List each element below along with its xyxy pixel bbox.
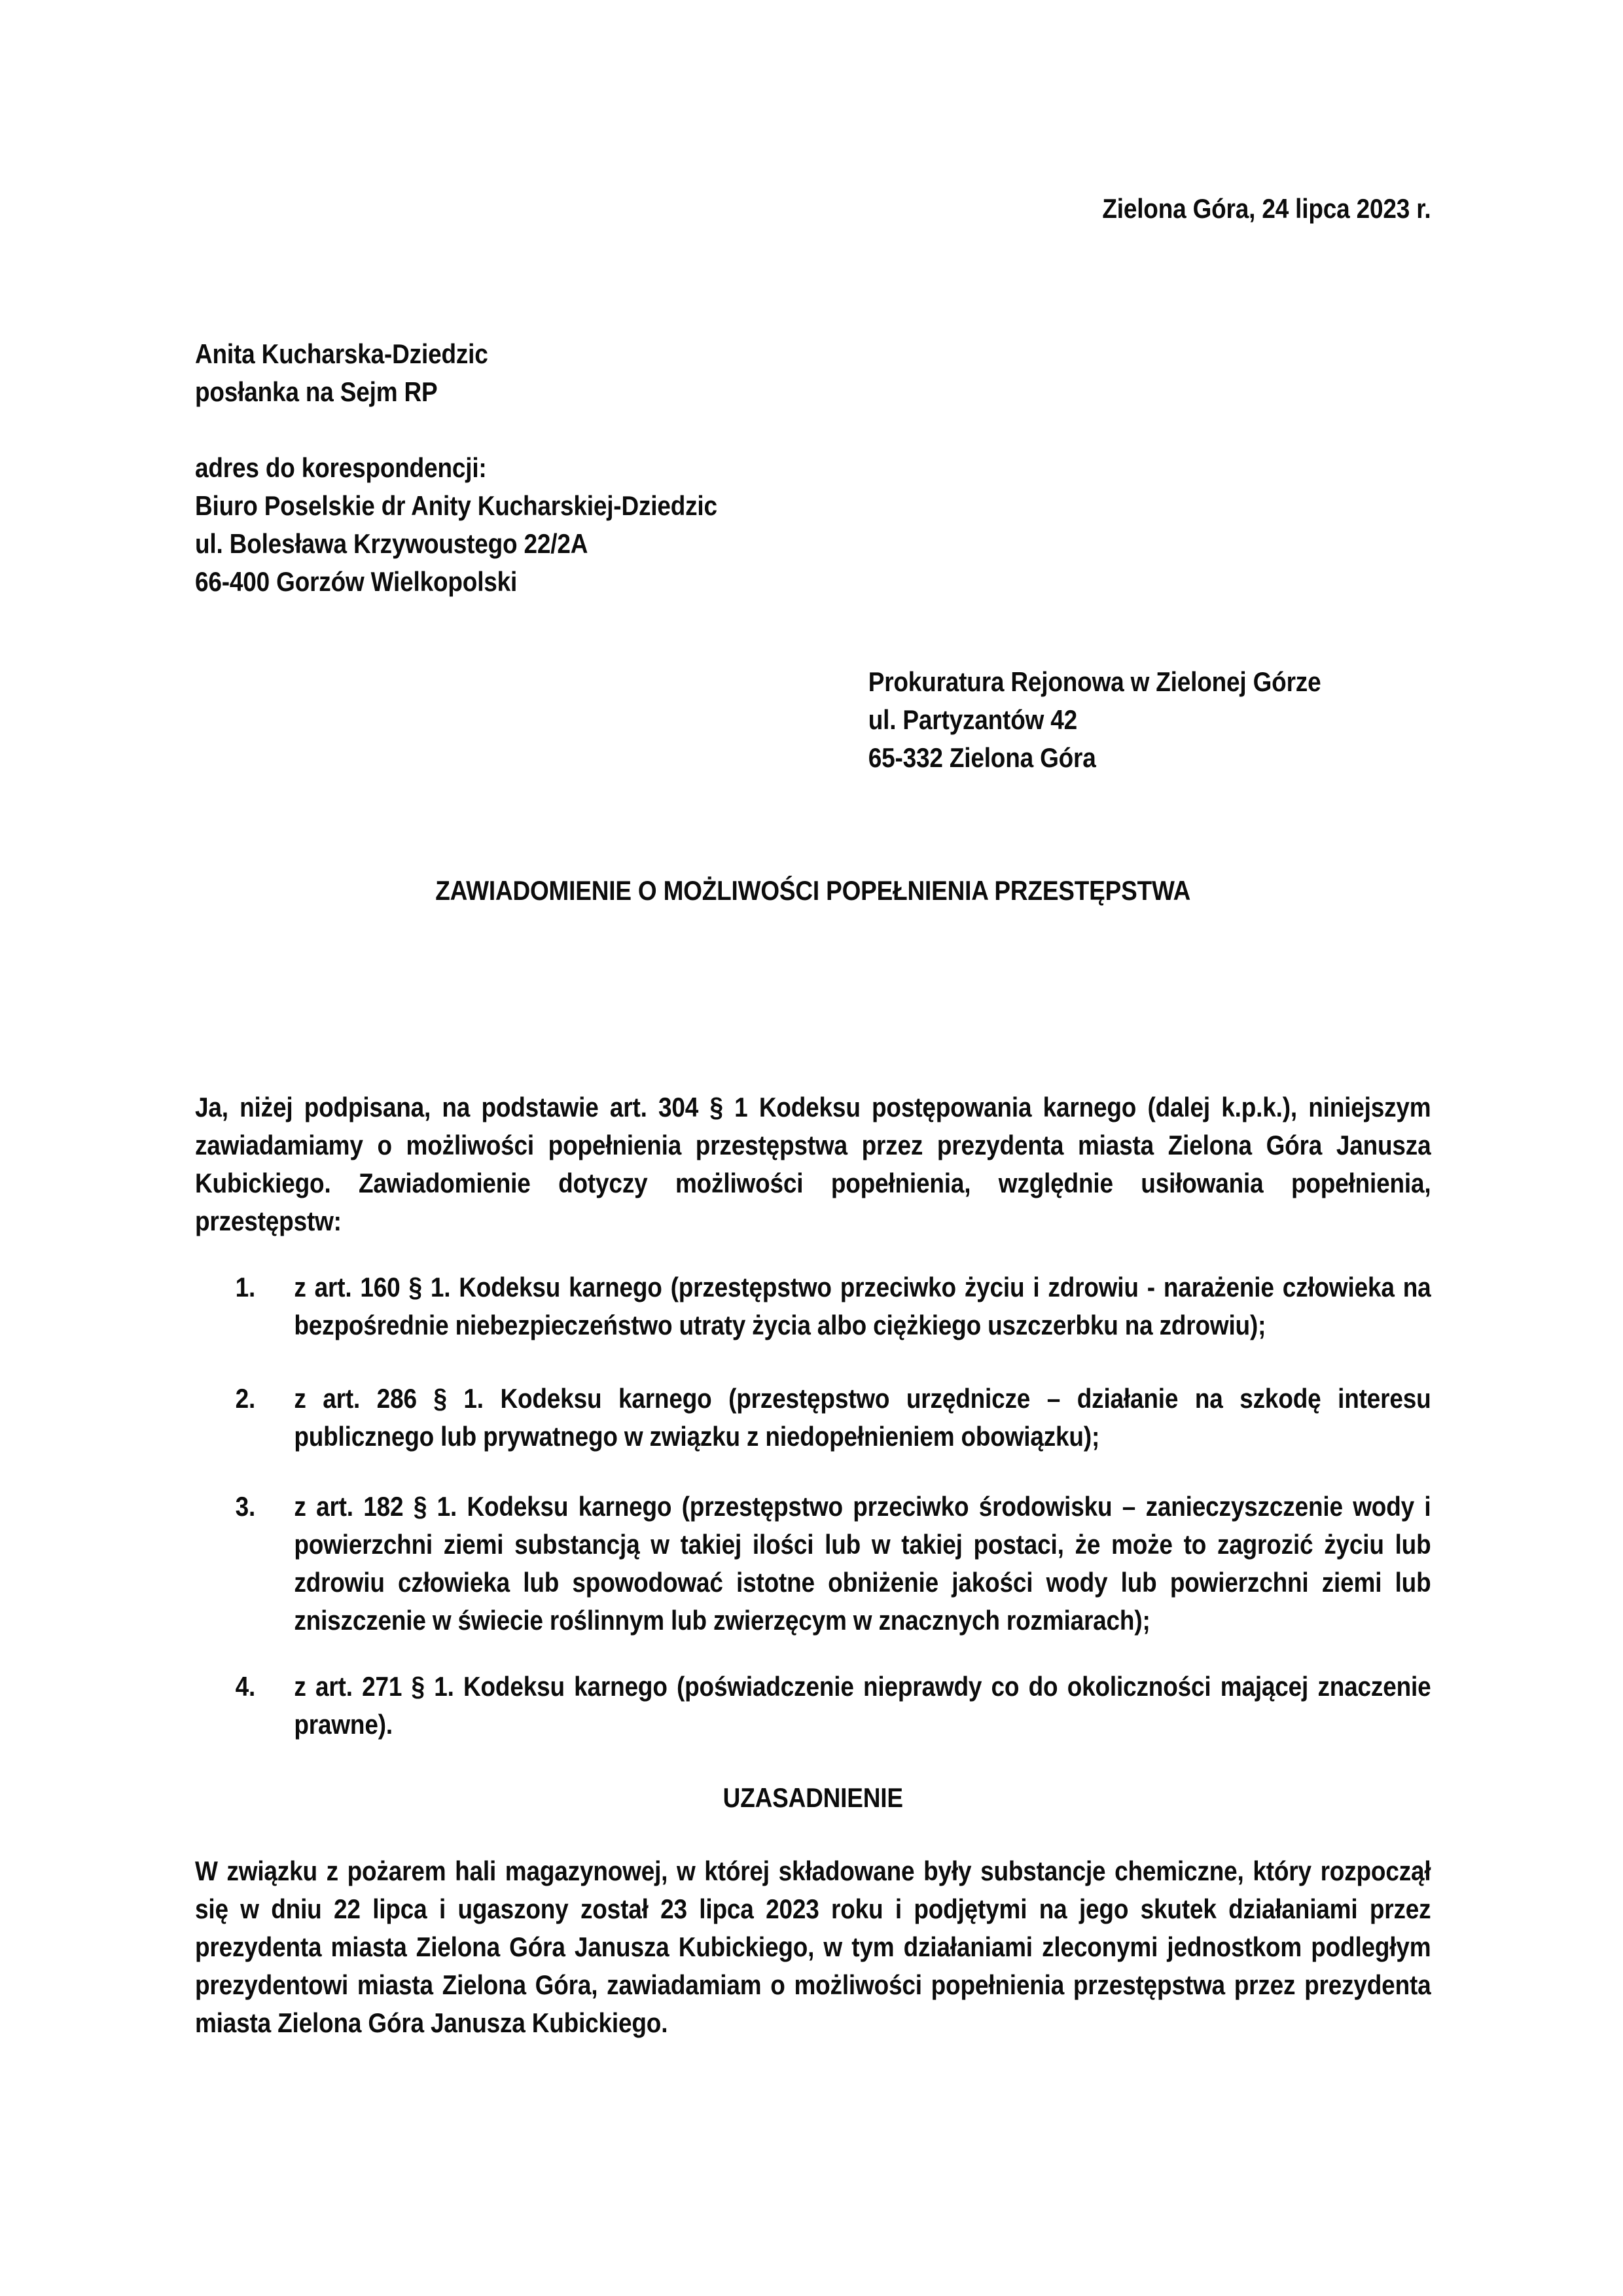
document-title: ZAWIADOMIENIE O MOŻLIWOŚCI POPEŁNIENIA PRZESTĘPSTWA xyxy=(435,875,1191,906)
sender-correspondence-block xyxy=(195,449,1431,601)
intro-paragraph: Ja, niżej podpisana, na podstawie art. 304 § 1 Kodeksu postępowania karnego (dalej k.p.k.), niniejszym zawiadamiamy o możliwości popełnienia przestępstwa przez prezydenta miasta Zielona Góra Janusza Kubickiego. Zawiadomienie dotyczy możliwości popełnienia, względnie usiłowania popełnienia, przestępstw: xyxy=(195,1092,1431,1236)
recipient-block xyxy=(195,663,1431,777)
justification-paragraph: W związku z pożarem hali magazynowej, w której składowane były substancje chemiczne, który rozpoczął się w dniu 22 lipca i ugaszony został 23 lipca 2023 roku i podjętymi na jego skutek działaniami przez prezydenta miasta Zielona Góra Janusza Kubickiego, w tym działaniami zleconymi jednostkom podległym prezydentowi miasta Zielona Góra, zawiadamiam o możliwości popełnienia przestępstwa przez prezydenta miasta Zielona Góra Janusza Kubickiego. xyxy=(195,1856,1431,2038)
offense-number: 2. xyxy=(235,1383,256,1414)
sender-name: Anita Kucharska-Dziedzic xyxy=(195,338,488,369)
letter-content xyxy=(195,0,1431,2042)
offense-item xyxy=(195,1668,1431,1744)
offense-number: 4. xyxy=(235,1671,256,1702)
recipient-name: Prokuratura Rejonowa w Zielonej Górze xyxy=(868,666,1321,697)
offense-item xyxy=(195,1380,1431,1456)
offense-text: z art. 160 § 1. Kodeksu karnego (przestępstwo przeciwko życiu i zdrowiu - narażenie człowieka na bezpośrednie niebezpieczeństwo utraty życia albo ciężkiego uszczerbku na zdrowiu); xyxy=(294,1272,1431,1340)
correspondence-label: adres do korespondencji: xyxy=(195,452,487,483)
offense-text: z art. 182 § 1. Kodeksu karnego (przestępstwo przeciwko środowisku – zanieczyszczenie wody i powierzchni ziemi substancją w takiej ilości lub w takiej postaci, że może to zagrozić życiu lub zdrowiu człowieka lub spowodować istotne obniżenie jakości wody lub powierzchni ziemi lub zniszczenie w świecie roślinnym lub zwierzęcym w znacznych rozmiarach); xyxy=(294,1491,1431,1636)
justification-heading: UZASADNIENIE xyxy=(722,1782,903,1813)
letter-date: Zielona Góra, 24 lipca 2023 r. xyxy=(1102,193,1431,224)
sender-office: Biuro Poselskie dr Anity Kucharskiej-Dziedzic xyxy=(195,490,717,521)
sender-city: 66-400 Gorzów Wielkopolski xyxy=(195,566,518,597)
sender-street: ul. Bolesława Krzywoustego 22/2A xyxy=(195,528,588,559)
offense-number: 3. xyxy=(235,1491,256,1522)
offense-text: z art. 271 § 1. Kodeksu karnego (poświadczenie nieprawdy co do okoliczności mającej znaczenie prawne). xyxy=(294,1671,1431,1740)
recipient-street: ul. Partyzantów 42 xyxy=(868,704,1078,735)
offense-text: z art. 286 § 1. Kodeksu karnego (przestępstwo urzędnicze – działanie na szkodę interesu publicznego lub prywatnego w związku z niedopełnieniem obowiązku); xyxy=(294,1383,1431,1452)
sender-block xyxy=(195,335,1431,411)
offense-item xyxy=(195,1268,1431,1344)
recipient-city: 65-332 Zielona Góra xyxy=(868,742,1096,773)
offense-number: 1. xyxy=(235,1272,256,1302)
sender-role: posłanka na Sejm RP xyxy=(195,376,438,407)
offense-item xyxy=(195,1488,1431,1640)
offense-list xyxy=(195,1268,1431,1744)
